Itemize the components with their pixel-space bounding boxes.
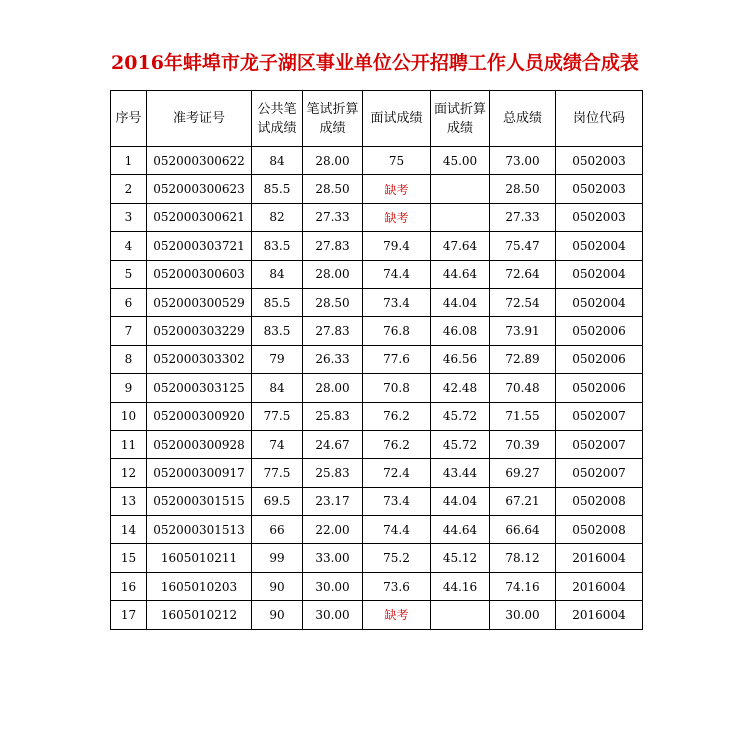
cell-written-converted: 28.50 xyxy=(303,288,363,316)
cell-written-converted: 25.83 xyxy=(303,402,363,430)
table-row xyxy=(111,345,643,373)
cell-no: 4 xyxy=(111,232,147,260)
cell-written-converted: 26.33 xyxy=(303,345,363,373)
score-table xyxy=(110,90,643,630)
cell-total: 78.12 xyxy=(490,544,556,572)
cell-written-score: 84 xyxy=(252,374,303,402)
cell-total: 73.00 xyxy=(490,147,556,175)
cell-no: 16 xyxy=(111,572,147,600)
table-row xyxy=(111,601,643,629)
table-header-row xyxy=(111,91,643,147)
cell-no: 1 xyxy=(111,147,147,175)
table-row xyxy=(111,402,643,430)
cell-position-code: 0502007 xyxy=(556,430,643,458)
cell-position-code: 2016004 xyxy=(556,601,643,629)
cell-no: 15 xyxy=(111,544,147,572)
cell-written-converted: 24.67 xyxy=(303,430,363,458)
cell-total: 27.33 xyxy=(490,203,556,231)
cell-written-converted: 25.83 xyxy=(303,459,363,487)
cell-interview-converted: 44.04 xyxy=(431,487,490,515)
cell-no: 3 xyxy=(111,203,147,231)
cell-no: 17 xyxy=(111,601,147,629)
cell-interview-converted xyxy=(431,601,490,629)
cell-position-code: 2016004 xyxy=(556,572,643,600)
cell-position-code: 0502006 xyxy=(556,345,643,373)
table-row xyxy=(111,147,643,175)
cell-written-score: 99 xyxy=(252,544,303,572)
cell-written-score: 82 xyxy=(252,203,303,231)
cell-no: 8 xyxy=(111,345,147,373)
cell-no: 7 xyxy=(111,317,147,345)
cell-written-score: 85.5 xyxy=(252,288,303,316)
cell-interview-score: 75 xyxy=(363,147,431,175)
cell-exam-id: 1605010211 xyxy=(147,544,252,572)
table-row xyxy=(111,544,643,572)
cell-interview-converted: 47.64 xyxy=(431,232,490,260)
cell-interview-converted: 46.56 xyxy=(431,345,490,373)
cell-position-code: 0502003 xyxy=(556,175,643,203)
cell-exam-id: 052000300529 xyxy=(147,288,252,316)
header-total: 总成绩 xyxy=(490,91,556,147)
cell-interview-score: 73.4 xyxy=(363,487,431,515)
cell-no: 11 xyxy=(111,430,147,458)
cell-position-code: 0502008 xyxy=(556,487,643,515)
cell-position-code: 0502007 xyxy=(556,402,643,430)
cell-total: 66.64 xyxy=(490,516,556,544)
cell-no: 9 xyxy=(111,374,147,402)
cell-no: 10 xyxy=(111,402,147,430)
table-body xyxy=(111,147,643,630)
cell-interview-converted: 44.64 xyxy=(431,260,490,288)
cell-position-code: 0502006 xyxy=(556,374,643,402)
cell-position-code: 0502004 xyxy=(556,288,643,316)
cell-written-score: 83.5 xyxy=(252,232,303,260)
cell-written-converted: 27.83 xyxy=(303,232,363,260)
cell-exam-id: 052000300917 xyxy=(147,459,252,487)
cell-no: 5 xyxy=(111,260,147,288)
cell-position-code: 2016004 xyxy=(556,544,643,572)
header-exam-id: 准考证号 xyxy=(147,91,252,147)
table-row xyxy=(111,516,643,544)
cell-exam-id: 052000300920 xyxy=(147,402,252,430)
cell-written-score: 84 xyxy=(252,260,303,288)
cell-no: 6 xyxy=(111,288,147,316)
cell-exam-id: 052000300928 xyxy=(147,430,252,458)
cell-exam-id: 052000303229 xyxy=(147,317,252,345)
cell-total: 70.48 xyxy=(490,374,556,402)
cell-total: 75.47 xyxy=(490,232,556,260)
cell-written-converted: 28.00 xyxy=(303,374,363,402)
table-row xyxy=(111,288,643,316)
cell-interview-score: 72.4 xyxy=(363,459,431,487)
cell-no: 2 xyxy=(111,175,147,203)
page-title: 2016年蚌埠市龙子湖区事业单位公开招聘工作人员成绩合成表 xyxy=(111,52,639,74)
header-position-code: 岗位代码 xyxy=(556,91,643,147)
header-interview-score: 面试成绩 xyxy=(363,91,431,147)
cell-exam-id: 052000300603 xyxy=(147,260,252,288)
cell-total: 70.39 xyxy=(490,430,556,458)
cell-written-score: 79 xyxy=(252,345,303,373)
cell-exam-id: 052000301513 xyxy=(147,516,252,544)
cell-interview-score: 79.4 xyxy=(363,232,431,260)
cell-written-converted: 23.17 xyxy=(303,487,363,515)
cell-written-converted: 28.00 xyxy=(303,260,363,288)
table-row xyxy=(111,430,643,458)
cell-position-code: 0502004 xyxy=(556,260,643,288)
cell-interview-converted: 43.44 xyxy=(431,459,490,487)
cell-interview-score: 70.8 xyxy=(363,374,431,402)
cell-exam-id: 052000300623 xyxy=(147,175,252,203)
cell-position-code: 0502006 xyxy=(556,317,643,345)
cell-interview-converted: 44.16 xyxy=(431,572,490,600)
table-row xyxy=(111,203,643,231)
cell-interview-score: 缺考 xyxy=(363,601,431,629)
table-row xyxy=(111,232,643,260)
header-interview-converted: 面试折算成绩 xyxy=(431,91,490,147)
cell-interview-score: 73.6 xyxy=(363,572,431,600)
cell-written-score: 69.5 xyxy=(252,487,303,515)
cell-interview-score: 缺考 xyxy=(363,203,431,231)
cell-total: 28.50 xyxy=(490,175,556,203)
cell-total: 72.89 xyxy=(490,345,556,373)
cell-interview-converted xyxy=(431,203,490,231)
cell-written-converted: 22.00 xyxy=(303,516,363,544)
cell-total: 69.27 xyxy=(490,459,556,487)
cell-interview-converted: 45.72 xyxy=(431,430,490,458)
cell-written-converted: 28.50 xyxy=(303,175,363,203)
cell-total: 67.21 xyxy=(490,487,556,515)
table-row xyxy=(111,487,643,515)
cell-exam-id: 1605010212 xyxy=(147,601,252,629)
cell-no: 14 xyxy=(111,516,147,544)
header-written-score: 公共笔试成绩 xyxy=(252,91,303,147)
cell-written-score: 90 xyxy=(252,572,303,600)
header-no: 序号 xyxy=(111,91,147,147)
cell-exam-id: 052000303125 xyxy=(147,374,252,402)
cell-written-score: 90 xyxy=(252,601,303,629)
cell-interview-score: 76.2 xyxy=(363,402,431,430)
cell-no: 12 xyxy=(111,459,147,487)
table-row xyxy=(111,459,643,487)
cell-written-score: 83.5 xyxy=(252,317,303,345)
cell-written-converted: 27.83 xyxy=(303,317,363,345)
cell-written-converted: 33.00 xyxy=(303,544,363,572)
cell-total: 72.64 xyxy=(490,260,556,288)
cell-interview-converted: 45.72 xyxy=(431,402,490,430)
cell-interview-score: 74.4 xyxy=(363,516,431,544)
table-row xyxy=(111,175,643,203)
cell-interview-score: 73.4 xyxy=(363,288,431,316)
table-row xyxy=(111,374,643,402)
cell-written-score: 84 xyxy=(252,147,303,175)
cell-written-converted: 28.00 xyxy=(303,147,363,175)
cell-exam-id: 052000301515 xyxy=(147,487,252,515)
cell-interview-score: 76.2 xyxy=(363,430,431,458)
cell-interview-score: 76.8 xyxy=(363,317,431,345)
table-row xyxy=(111,317,643,345)
cell-exam-id: 052000300621 xyxy=(147,203,252,231)
cell-interview-converted: 44.64 xyxy=(431,516,490,544)
cell-interview-converted: 42.48 xyxy=(431,374,490,402)
cell-written-converted: 30.00 xyxy=(303,572,363,600)
cell-position-code: 0502007 xyxy=(556,459,643,487)
cell-exam-id: 052000300622 xyxy=(147,147,252,175)
cell-written-score: 66 xyxy=(252,516,303,544)
cell-interview-converted: 46.08 xyxy=(431,317,490,345)
cell-written-converted: 27.33 xyxy=(303,203,363,231)
cell-exam-id: 1605010203 xyxy=(147,572,252,600)
cell-total: 71.55 xyxy=(490,402,556,430)
cell-position-code: 0502008 xyxy=(556,516,643,544)
cell-written-score: 74 xyxy=(252,430,303,458)
cell-interview-converted: 45.12 xyxy=(431,544,490,572)
cell-written-score: 77.5 xyxy=(252,459,303,487)
cell-interview-score: 74.4 xyxy=(363,260,431,288)
cell-written-converted: 30.00 xyxy=(303,601,363,629)
cell-exam-id: 052000303302 xyxy=(147,345,252,373)
cell-interview-score: 缺考 xyxy=(363,175,431,203)
cell-position-code: 0502003 xyxy=(556,147,643,175)
cell-written-score: 77.5 xyxy=(252,402,303,430)
cell-written-score: 85.5 xyxy=(252,175,303,203)
cell-no: 13 xyxy=(111,487,147,515)
cell-interview-score: 77.6 xyxy=(363,345,431,373)
cell-interview-converted: 44.04 xyxy=(431,288,490,316)
header-written-converted: 笔试折算成绩 xyxy=(303,91,363,147)
cell-total: 30.00 xyxy=(490,601,556,629)
cell-exam-id: 052000303721 xyxy=(147,232,252,260)
table-row xyxy=(111,260,643,288)
cell-position-code: 0502004 xyxy=(556,232,643,260)
cell-total: 74.16 xyxy=(490,572,556,600)
table-row xyxy=(111,572,643,600)
cell-interview-converted: 45.00 xyxy=(431,147,490,175)
cell-interview-converted xyxy=(431,175,490,203)
cell-total: 73.91 xyxy=(490,317,556,345)
cell-position-code: 0502003 xyxy=(556,203,643,231)
cell-interview-score: 75.2 xyxy=(363,544,431,572)
cell-total: 72.54 xyxy=(490,288,556,316)
